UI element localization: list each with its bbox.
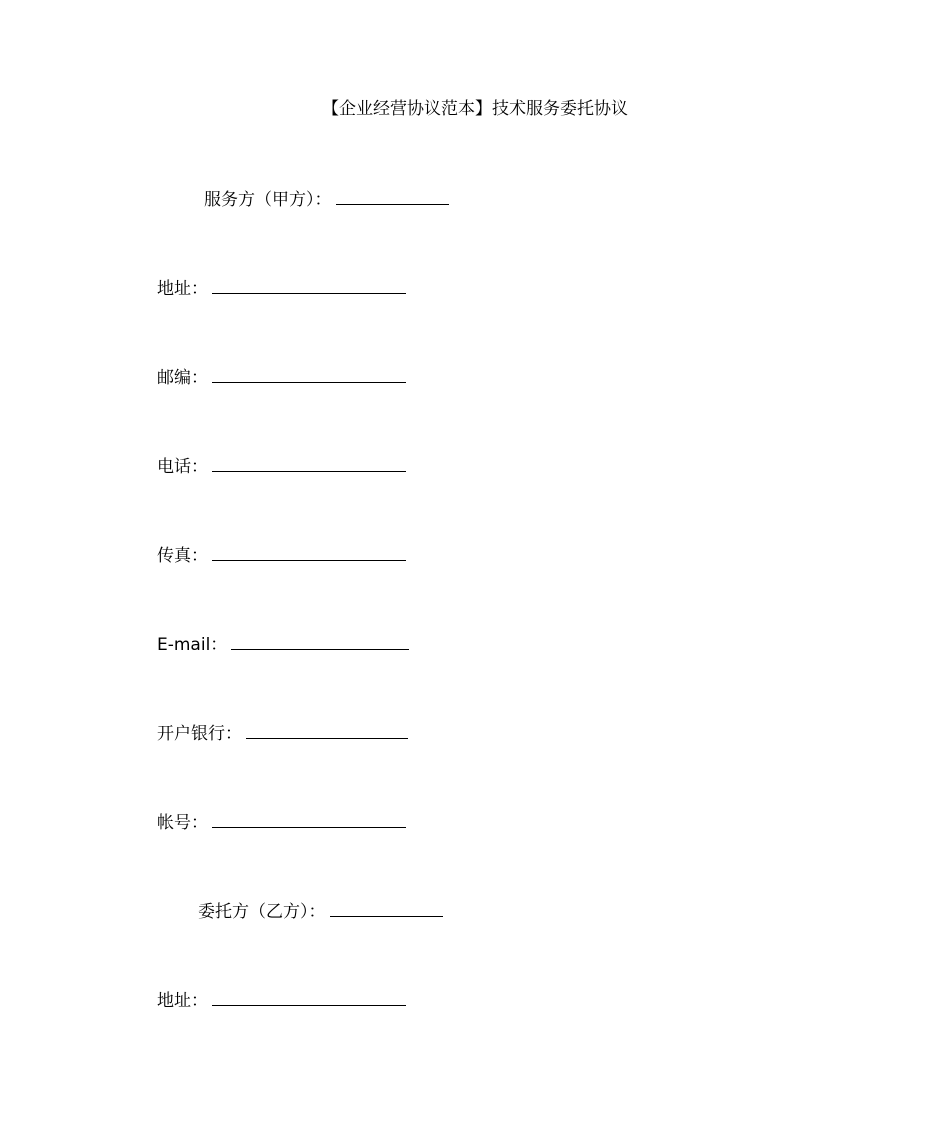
fax-label: 传真： (157, 546, 208, 566)
email-label: E-mail： (157, 635, 228, 655)
account-field (157, 810, 406, 835)
bank-field (157, 721, 408, 746)
fax-field (157, 543, 406, 568)
bank-label: 开户银行： (157, 724, 242, 744)
phone-blank (212, 454, 406, 472)
address-label: 地址： (157, 279, 208, 299)
phone-field (157, 454, 406, 479)
address-label-b: 地址： (157, 991, 208, 1011)
party-a-field (204, 187, 449, 212)
bank-blank (246, 721, 408, 739)
address-blank-b (212, 988, 406, 1006)
address-field-b (157, 988, 406, 1013)
account-label: 帐号： (157, 813, 208, 833)
party-a-label: 服务方（甲方）： (204, 190, 332, 210)
party-a-blank (336, 187, 449, 205)
address-blank (212, 276, 406, 294)
postcode-label: 邮编： (157, 368, 208, 388)
party-b-blank (330, 899, 443, 917)
party-b-field (198, 899, 443, 924)
phone-label: 电话： (157, 457, 208, 477)
postcode-blank (212, 365, 406, 383)
fax-blank (212, 543, 406, 561)
address-field (157, 276, 406, 301)
party-b-label: 委托方（乙方）： (198, 902, 326, 922)
email-blank (231, 632, 409, 650)
document-title: 【企业经营协议范本】技术服务委托协议 (322, 99, 628, 119)
email-field (157, 632, 409, 657)
postcode-field (157, 365, 406, 390)
account-blank (212, 810, 406, 828)
